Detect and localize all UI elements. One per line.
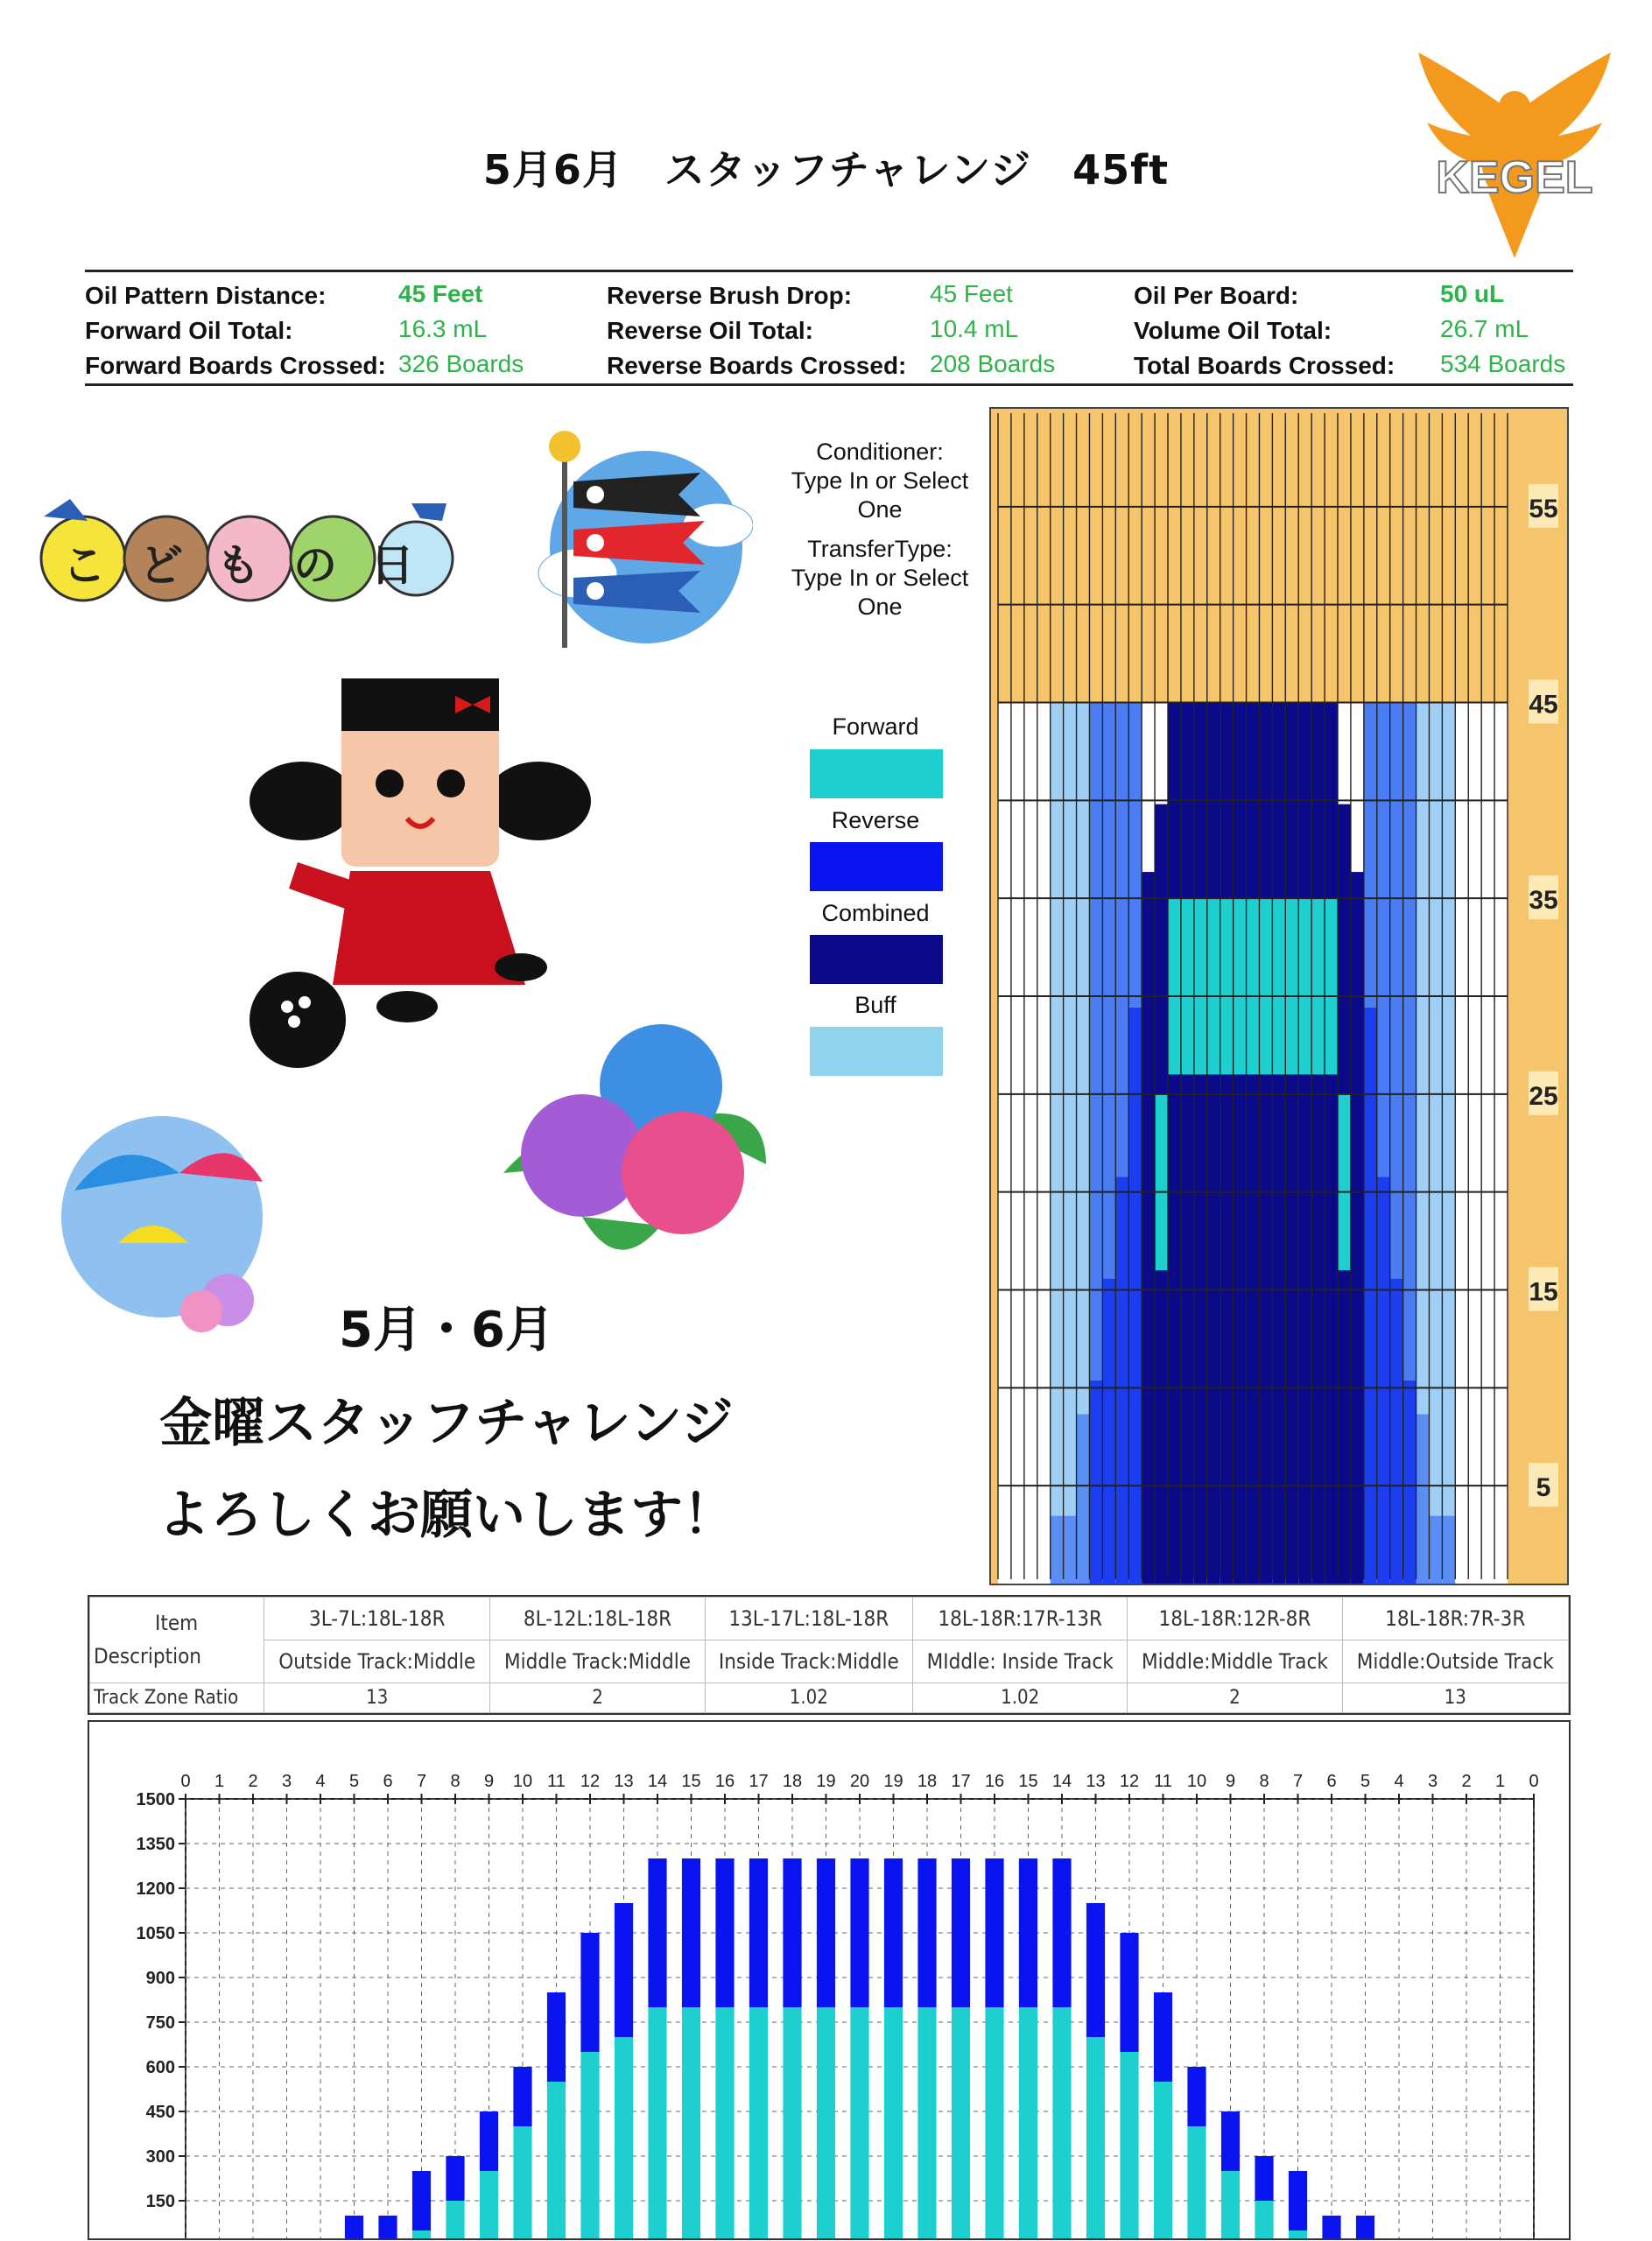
bar-forward: [985, 2007, 1003, 2238]
pattern-board-oil: [1417, 1414, 1430, 1584]
oil-volume-chart: [88, 1720, 1571, 2240]
pattern-board-oil: [1168, 703, 1181, 1584]
pattern-board-reverse: [1128, 703, 1142, 1008]
x-tick-label: 11: [1154, 1772, 1172, 1791]
bar-reverse: [917, 1858, 936, 2007]
bar-forward: [547, 2082, 566, 2238]
kodomo-no-hi-badge: [35, 499, 455, 613]
pattern-board-forward: [1247, 898, 1260, 1074]
bar-reverse: [1052, 1858, 1071, 2007]
pattern-board-oil: [1311, 703, 1325, 1584]
zone-description: MIddle: Inside Track: [913, 1640, 1128, 1683]
legend-label-buff: Buff: [854, 992, 896, 1018]
bar-forward: [513, 2126, 531, 2238]
stat-label: Reverse Brush Drop:: [607, 282, 853, 309]
girl-bowler-illustration: [236, 670, 622, 1072]
bar-reverse: [1120, 1933, 1138, 2052]
x-tick-label: 3: [1427, 1772, 1438, 1791]
pattern-board-oil: [1247, 703, 1260, 1584]
x-tick-label: 17: [951, 1772, 971, 1791]
bar-reverse: [682, 1858, 700, 2007]
message-line-1: 5月・6月: [339, 1302, 554, 1359]
bar-reverse: [1221, 2111, 1240, 2171]
pattern-board-forward: [1259, 898, 1272, 1074]
bar-forward: [783, 2007, 801, 2238]
message-line-3: よろしくお願いします！: [158, 1485, 735, 1546]
oil-pattern-graphic: [989, 407, 1569, 1585]
bar-reverse: [1356, 2216, 1374, 2238]
pattern-board-forward: [1272, 898, 1285, 1074]
x-tick-label: 18: [917, 1772, 938, 1791]
stat-value: 326 Boards: [398, 350, 524, 377]
bar-forward: [850, 2007, 868, 2238]
x-tick-label: 1: [214, 1772, 225, 1791]
zone-range: 3L-7L:18L-18R: [264, 1598, 490, 1640]
pattern-board-forward: [1298, 898, 1311, 1074]
bar-reverse: [985, 1858, 1003, 2007]
x-tick-label: 13: [614, 1772, 634, 1791]
kegel-logo-text: KEGEL: [1436, 152, 1593, 203]
x-tick-label: 14: [1051, 1772, 1072, 1791]
x-tick-label: 19: [883, 1772, 903, 1791]
zone-range: 18L-18R:12R-8R: [1128, 1598, 1342, 1640]
x-tick-label: 4: [315, 1772, 326, 1791]
pattern-board-reverse: [1077, 703, 1090, 1415]
bar-forward: [749, 2007, 768, 2238]
bar-forward: [715, 2007, 734, 2238]
legend-swatch-reverse: [810, 842, 943, 891]
legend-swatch-forward: [810, 749, 943, 798]
bar-reverse: [1187, 2067, 1206, 2126]
pattern-board-oil: [1220, 703, 1234, 1584]
pattern-axis-label: 55: [1529, 494, 1558, 523]
y-tick-label: 1350: [136, 1835, 175, 1854]
stat-value: 50 uL: [1440, 280, 1505, 307]
pattern-board-lane: [1468, 703, 1481, 1584]
x-tick-label: 19: [816, 1772, 836, 1791]
y-tick-label: 1050: [136, 1924, 175, 1943]
x-tick-label: 15: [681, 1772, 701, 1791]
stat-value: 26.7 mL: [1440, 315, 1529, 342]
bar-reverse: [1322, 2216, 1340, 2238]
pattern-board-reverse: [1417, 703, 1430, 1415]
legend-label-forward: Forward: [832, 713, 919, 740]
row-header-item-text: Item: [155, 1611, 199, 1636]
zone-ratio: 2: [1128, 1683, 1342, 1712]
zone-range: 13L-17L:18L-18R: [705, 1598, 912, 1640]
stat-label: Reverse Oil Total:: [607, 317, 814, 344]
stat-value: 16.3 mL: [398, 315, 488, 342]
pattern-board-reverse: [1403, 703, 1417, 1380]
bar-reverse: [749, 1858, 768, 2007]
bar-reverse: [412, 2171, 431, 2230]
stat-label: Oil Per Board:: [1134, 282, 1299, 309]
bar-forward: [817, 2007, 835, 2238]
zone-range: 18L-18R:17R-13R: [913, 1598, 1128, 1640]
pattern-board-oil: [1051, 1516, 1064, 1584]
transfer-type-label: TransferType:: [807, 536, 953, 562]
stat-label: Total Boards Crossed:: [1134, 352, 1395, 379]
transfer-type-value: One: [857, 594, 903, 620]
kodomo-no-hi-text: こどもの日: [62, 540, 447, 591]
y-tick-label: 1500: [136, 1790, 175, 1809]
bar-forward: [580, 2052, 599, 2238]
pattern-axis-label: 25: [1529, 1081, 1558, 1111]
pattern-board-forward: [1155, 1094, 1168, 1270]
x-tick-label: 2: [1461, 1772, 1472, 1791]
pattern-board-forward: [1285, 898, 1298, 1074]
stats-bottom-rule: [85, 383, 1573, 386]
x-tick-label: 0: [180, 1772, 191, 1791]
pattern-board-forward: [1325, 898, 1338, 1074]
x-tick-label: 20: [849, 1772, 870, 1791]
pattern-board-oil: [1403, 1380, 1417, 1584]
x-tick-label: 3: [281, 1772, 292, 1791]
bar-reverse: [884, 1858, 903, 2007]
conditioner-type: Type In or Select: [791, 467, 969, 494]
bar-forward: [1154, 2082, 1172, 2238]
x-tick-label: 6: [383, 1772, 393, 1791]
pattern-board-oil: [1064, 1516, 1077, 1584]
pattern-board-lane: [998, 703, 1011, 1584]
x-tick-label: 12: [580, 1772, 601, 1791]
x-tick-label: 14: [647, 1772, 668, 1791]
pattern-board-lane: [1494, 703, 1508, 1584]
bar-forward: [1019, 2007, 1037, 2238]
row-header-ratio: Track Zone Ratio: [90, 1683, 264, 1712]
x-tick-label: 16: [984, 1772, 1005, 1791]
zone-ratio: 1.02: [705, 1683, 912, 1712]
stat-value: 45 Feet: [398, 280, 483, 307]
y-tick-label: 450: [145, 2103, 175, 2122]
x-tick-label: 5: [1360, 1772, 1371, 1791]
bar-forward: [682, 2007, 700, 2238]
pattern-board-reverse: [1442, 703, 1455, 1516]
bar-forward: [1221, 2171, 1240, 2238]
pattern-board-oil: [1181, 703, 1194, 1584]
bar-forward: [884, 2007, 903, 2238]
y-tick-label: 900: [145, 1969, 175, 1988]
x-tick-label: 9: [483, 1772, 495, 1791]
x-tick-label: 8: [1259, 1772, 1269, 1791]
bar-forward: [1255, 2201, 1273, 2238]
pattern-board-oil: [1102, 1279, 1115, 1584]
bar-reverse: [1154, 1992, 1172, 2082]
pattern-board-oil: [1259, 703, 1272, 1584]
y-tick-label: 600: [145, 2058, 175, 2077]
zone-ratio: 13: [264, 1683, 490, 1712]
bar-reverse: [580, 1933, 599, 2052]
bar-reverse: [547, 1992, 566, 2082]
bar-forward: [615, 2037, 633, 2238]
x-tick-label: 11: [547, 1772, 566, 1791]
bar-forward: [1187, 2126, 1206, 2238]
pattern-board-oil: [1115, 1177, 1128, 1584]
pattern-board-reverse: [1115, 703, 1128, 1177]
hydrangea-illustration: [486, 1015, 784, 1278]
transfer-type-value: Type In or Select: [791, 565, 969, 591]
zone-description: Middle Track:Middle: [490, 1640, 705, 1683]
stat-label: Reverse Boards Crossed:: [607, 352, 907, 379]
legend-swatch-combined: [810, 935, 943, 984]
bar-reverse: [513, 2067, 531, 2126]
pattern-board-oil: [1194, 703, 1207, 1584]
zone-description: Middle:Outside Track: [1342, 1640, 1568, 1683]
x-tick-label: 8: [450, 1772, 460, 1791]
bar-forward: [1289, 2230, 1307, 2238]
bar-reverse: [480, 2111, 498, 2171]
bar-reverse: [952, 1858, 970, 2007]
row-header-description: Description: [94, 1644, 201, 1669]
pattern-board-forward: [1194, 898, 1207, 1074]
kegel-logo: [1401, 53, 1628, 263]
pattern-board-forward: [1311, 898, 1325, 1074]
pattern-board-oil: [1272, 703, 1285, 1584]
x-tick-label: 12: [1119, 1772, 1140, 1791]
pattern-board-oil: [1234, 703, 1247, 1584]
stat-label: Oil Pattern Distance:: [85, 282, 327, 309]
x-tick-label: 4: [1394, 1772, 1404, 1791]
koinobori-illustration: [525, 420, 753, 657]
zone-description: Inside Track:Middle: [705, 1640, 912, 1683]
bar-reverse: [1086, 1903, 1105, 2037]
x-tick-label: 0: [1529, 1772, 1539, 1791]
stat-value: 10.4 mL: [930, 315, 1019, 342]
bar-forward: [1120, 2052, 1138, 2238]
legend-swatch-buff: [810, 1027, 943, 1076]
pattern-board-forward: [1207, 898, 1220, 1074]
x-tick-label: 2: [248, 1772, 258, 1791]
bar-reverse: [615, 1903, 633, 2037]
x-tick-label: 10: [512, 1772, 533, 1791]
bar-forward: [480, 2171, 498, 2238]
y-tick-label: 150: [145, 2192, 175, 2211]
stat-value: 534 Boards: [1440, 350, 1566, 377]
bar-reverse: [1289, 2171, 1307, 2230]
zone-description: Middle:Middle Track: [1128, 1640, 1342, 1683]
stats-top-rule: [85, 270, 1573, 272]
pattern-axis-label: 35: [1529, 886, 1558, 916]
x-tick-label: 17: [749, 1772, 769, 1791]
track-zone-table: [88, 1595, 1571, 1715]
conditioner-label: Conditioner:: [816, 439, 944, 465]
bar-reverse: [850, 1858, 868, 2007]
x-tick-label: 7: [1292, 1772, 1304, 1791]
x-tick-label: 7: [416, 1772, 427, 1791]
stat-value: 45 Feet: [930, 280, 1013, 307]
pattern-board-oil: [1442, 1516, 1455, 1584]
zone-ratio: 1.02: [913, 1683, 1128, 1712]
pattern-board-oil: [1207, 703, 1220, 1584]
x-tick-label: 13: [1086, 1772, 1106, 1791]
pattern-board-oil: [1089, 1380, 1102, 1584]
stat-label: Forward Boards Crossed:: [85, 352, 386, 379]
x-tick-label: 6: [1326, 1772, 1337, 1791]
pattern-board-forward: [1338, 1094, 1351, 1270]
stat-label: Forward Oil Total:: [85, 317, 293, 344]
bar-reverse: [648, 1858, 666, 2007]
zone-range: 8L-12L:18L-18R: [490, 1598, 705, 1640]
bar-reverse: [783, 1858, 801, 2007]
pattern-axis-label: 5: [1536, 1473, 1551, 1503]
pattern-board-oil: [1285, 703, 1298, 1584]
bar-reverse: [817, 1858, 835, 2007]
legend-label-combined: Combined: [821, 900, 930, 926]
pattern-board-oil: [1377, 1177, 1390, 1584]
x-tick-label: 10: [1186, 1772, 1207, 1791]
pattern-board-forward: [1234, 898, 1247, 1074]
bar-forward: [1086, 2037, 1105, 2238]
x-tick-label: 16: [714, 1772, 735, 1791]
x-tick-label: 9: [1225, 1772, 1236, 1791]
zone-ratio: 13: [1342, 1683, 1568, 1712]
pattern-board-lane: [1455, 703, 1468, 1584]
message-line-2: 金曜スタッフチャレンジ: [159, 1393, 734, 1454]
pattern-board-forward: [1181, 898, 1194, 1074]
pattern-board-reverse: [1064, 703, 1077, 1516]
stat-value: 208 Boards: [930, 350, 1056, 377]
pattern-board-oil: [1142, 872, 1155, 1584]
x-tick-label: 18: [782, 1772, 803, 1791]
bar-forward: [917, 2007, 936, 2238]
pattern-board-forward: [1220, 898, 1234, 1074]
x-tick-label: 5: [348, 1772, 360, 1791]
zone-range: 18L-18R:7R-3R: [1342, 1598, 1568, 1640]
pattern-board-reverse: [1364, 703, 1377, 1008]
bar-reverse: [345, 2216, 363, 2238]
pattern-board-reverse: [1377, 703, 1390, 1177]
x-tick-label: 15: [1018, 1772, 1038, 1791]
bar-reverse: [1255, 2156, 1273, 2201]
zone-ratio: 2: [490, 1683, 705, 1712]
bar-forward: [1052, 2007, 1071, 2238]
pattern-board-oil: [1429, 1516, 1442, 1584]
pattern-board-forward: [1168, 898, 1181, 1074]
pattern-board-lane: [1011, 703, 1024, 1584]
pattern-board-oil: [1390, 1279, 1403, 1584]
pattern-axis-label: 45: [1529, 690, 1558, 720]
legend-label-reverse: Reverse: [831, 807, 920, 833]
bar-forward: [412, 2230, 431, 2238]
bar-forward: [952, 2007, 970, 2238]
bar-reverse: [1019, 1858, 1037, 2007]
bar-reverse: [378, 2216, 397, 2238]
bar-forward: [648, 2007, 666, 2238]
conditioner-type: One: [857, 496, 903, 523]
pattern-board-lane: [1024, 703, 1037, 1584]
pattern-board-reverse: [1429, 703, 1442, 1516]
pattern-board-lane: [1481, 703, 1494, 1584]
pattern-board-oil: [1298, 703, 1311, 1584]
conditioner-block: [779, 438, 981, 622]
pattern-board-oil: [1077, 1414, 1090, 1584]
page-title: 5月6月 スタッフチャレンジ 45ft: [482, 146, 1170, 193]
zone-description: Outside Track:Middle: [264, 1640, 490, 1683]
pattern-board-lane: [1037, 703, 1051, 1584]
y-tick-label: 750: [145, 2013, 175, 2033]
stat-label: Volume Oil Total:: [1134, 317, 1332, 344]
pattern-axis-label: 15: [1529, 1277, 1558, 1307]
row-header-item: [90, 1598, 264, 1683]
pattern-board-reverse: [1051, 703, 1064, 1516]
bar-reverse: [446, 2156, 464, 2201]
bar-forward: [446, 2201, 464, 2238]
pattern-board-reverse: [1089, 703, 1102, 1380]
pattern-board-oil: [1325, 703, 1338, 1584]
pattern-board-oil: [1351, 872, 1364, 1584]
x-tick-label: 1: [1494, 1772, 1506, 1791]
y-tick-label: 1200: [136, 1879, 175, 1899]
bar-reverse: [715, 1858, 734, 2007]
y-tick-label: 300: [145, 2147, 175, 2167]
